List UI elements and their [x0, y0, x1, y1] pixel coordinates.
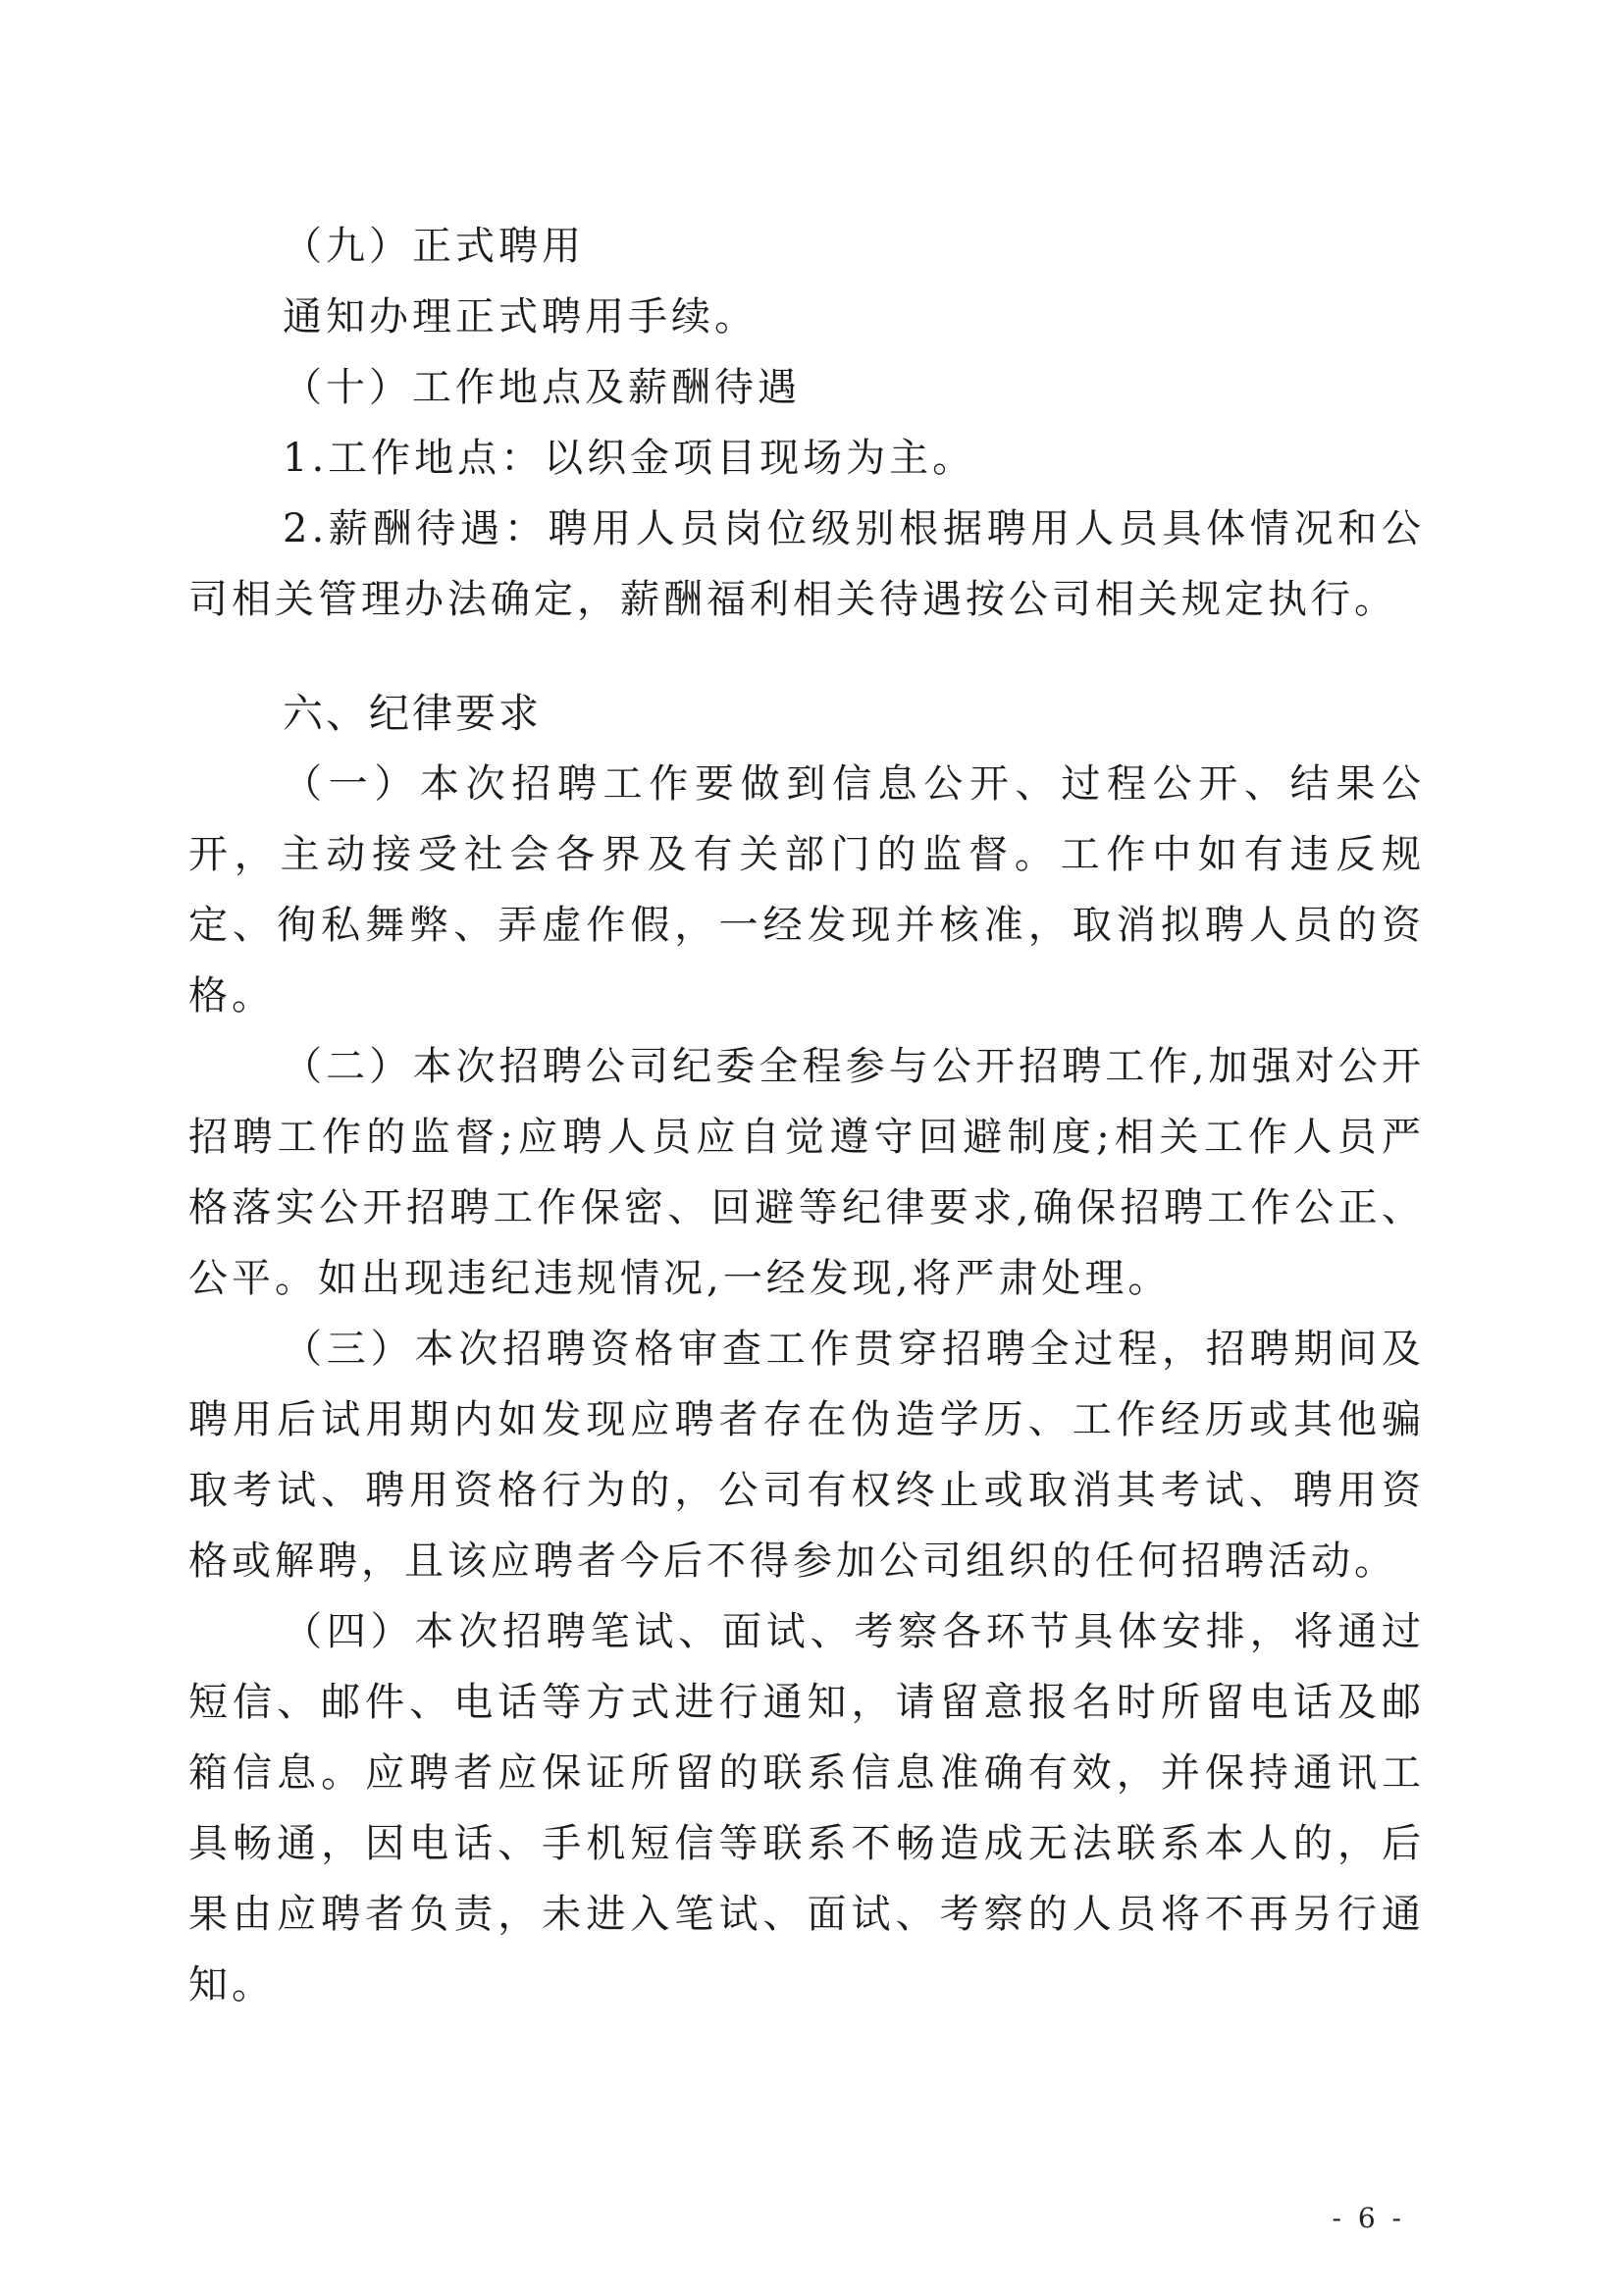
paragraph-salary: 2.薪酬待遇：聘用人员岗位级别根据聘用人员具体情况和公司相关管理办法确定，薪酬福利相关待遇按公司相关规定执行。 — [188, 506, 1425, 622]
subheading-formal-employment: （九）正式聘用 — [283, 224, 585, 269]
paragraph-discipline-3: （三）本次招聘资格审查工作贯穿招聘全过程，招聘期间及聘用后试用期内如发现应聘者存在伪造学历、工作经历或其他骗取考试、聘用资格行为的，公司有权终止或取消其考试、聘用资格或解聘，且该应聘者今后不得参加公司组织的任何招聘活动。 — [188, 1327, 1425, 1584]
paragraph-discipline-4: （四）本次招聘笔试、面试、考察各环节具体安排，将通过短信、邮件、电话等方式进行通知，请留意报名时所留电话及邮箱信息。应聘者应保证所留的联系信息准确有效，并保持通讯工具畅通，因电话、手机短信等联系不畅造成无法联系本人的，后果由应聘者负责，未进入笔试、面试、考察的人员将不再另行通知。 — [188, 1609, 1425, 2008]
paragraph-notice: 通知办理正式聘用手续。 — [283, 294, 758, 339]
document-body — [188, 211, 1425, 2020]
subheading-workplace-salary: （十）工作地点及薪酬待遇 — [283, 365, 801, 410]
page-number: - 6 - — [1332, 2202, 1405, 2234]
paragraph-discipline-1: （一）本次招聘工作要做到信息公开、过程公开、结果公开，主动接受社会各界及有关部门的监督。工作中如有违反规定、徇私舞弊、弄虚作假，一经发现并核准，取消拟聘人员的资格。 — [188, 761, 1425, 1018]
section-heading-discipline: 六、纪律要求 — [283, 690, 542, 737]
paragraph-discipline-2: （二）本次招聘公司纪委全程参与公开招聘工作,加强对公开招聘工作的监督;应聘人员应自觉遵守回避制度;相关工作人员严格落实公开招聘工作保密、回避等纪律要求,确保招聘工作公正、公平。如出现违纪违规情况,一经发现,将严肃处理。 — [188, 1044, 1425, 1301]
paragraph-workplace: 1.工作地点：以织金项目现场为主。 — [283, 436, 976, 481]
